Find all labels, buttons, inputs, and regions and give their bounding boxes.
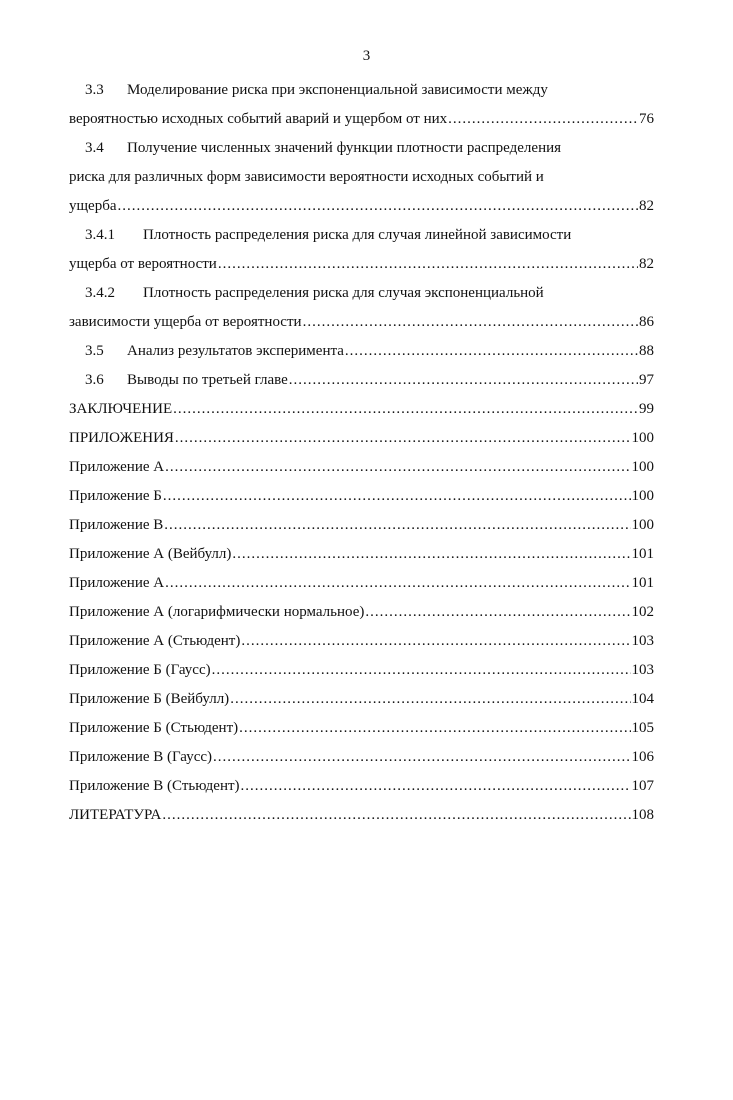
toc-entry-3-4[interactable] bbox=[69, 134, 654, 221]
toc-entry-conclusion[interactable] bbox=[69, 395, 654, 424]
page-ref: 82 bbox=[639, 198, 654, 214]
toc-entry-last-line bbox=[69, 250, 654, 279]
dot-leader bbox=[173, 395, 638, 424]
toc-entry-3-6[interactable] bbox=[69, 366, 654, 395]
page-ref: 103 bbox=[631, 633, 654, 649]
entry-title: Приложение А (Вейбулл) bbox=[69, 546, 232, 562]
entry-title: Приложение Б (Стьюдент) bbox=[69, 720, 239, 736]
toc-entry-middle-line bbox=[69, 163, 654, 192]
page-ref: 106 bbox=[631, 749, 654, 765]
entry-title: Приложение Б (Гаусс) bbox=[69, 662, 211, 678]
section-number: 3.4.1 bbox=[85, 227, 115, 243]
entry-title: Приложение Б (Вейбулл) bbox=[69, 691, 230, 707]
toc-entry-appendix[interactable] bbox=[69, 540, 654, 569]
section-number: 3.4.2 bbox=[85, 285, 115, 301]
section-title-line: вероятностью исходных событий аварий и ущербом от них bbox=[69, 111, 448, 127]
toc-entry-appendix[interactable] bbox=[69, 714, 654, 743]
entry-title: ЛИТЕРАТУРА bbox=[69, 807, 162, 823]
page-ref: 108 bbox=[631, 807, 654, 823]
toc-entry-3-4-2[interactable] bbox=[69, 279, 654, 337]
toc-entry-appendix[interactable] bbox=[69, 569, 654, 598]
entry-title: Приложение В (Стьюдент) bbox=[69, 778, 240, 794]
dot-leader bbox=[164, 511, 630, 540]
toc-entry-first-line bbox=[69, 221, 654, 250]
toc-entry-first-line bbox=[69, 134, 654, 163]
entry-title: Приложение Б bbox=[69, 488, 162, 504]
page-ref: 103 bbox=[631, 662, 654, 678]
section-title-line: зависимости ущерба от вероятности bbox=[69, 314, 302, 330]
section-title-line: Плотность распределения риска для случая экспоненциальной bbox=[143, 285, 544, 301]
toc-entry-literature[interactable] bbox=[69, 801, 654, 830]
dot-leader bbox=[165, 569, 630, 598]
section-title-line: Плотность распределения риска для случая линейной зависимости bbox=[143, 227, 572, 243]
toc-entry-appendix[interactable] bbox=[69, 453, 654, 482]
toc-entry-appendix[interactable] bbox=[69, 656, 654, 685]
entry-title: Приложение В (Гаусс) bbox=[69, 749, 213, 765]
page-ref: 104 bbox=[631, 691, 654, 707]
toc-entry-appendix[interactable] bbox=[69, 743, 654, 772]
page-ref: 88 bbox=[639, 343, 654, 359]
page-ref: 100 bbox=[631, 517, 654, 533]
dot-leader bbox=[163, 482, 631, 511]
toc-entry-appendix[interactable] bbox=[69, 511, 654, 540]
section-title: Выводы по третьей главе bbox=[127, 372, 288, 388]
dot-leader bbox=[303, 308, 638, 337]
toc-entry-appendix[interactable] bbox=[69, 685, 654, 714]
page-ref: 101 bbox=[631, 546, 654, 562]
toc-entry-appendices[interactable] bbox=[69, 424, 654, 453]
dot-leader bbox=[448, 105, 638, 134]
toc-entry-first-line bbox=[69, 279, 654, 308]
entry-title: Приложение В bbox=[69, 517, 164, 533]
section-title-line: Получение численных значений функции плотности распределения bbox=[127, 140, 562, 156]
page-ref: 101 bbox=[631, 575, 654, 591]
dot-leader bbox=[345, 337, 638, 366]
dot-leader bbox=[218, 250, 638, 279]
toc-entry-last-line bbox=[69, 308, 654, 337]
toc-entry-3-5[interactable] bbox=[69, 337, 654, 366]
dot-leader bbox=[239, 714, 630, 743]
section-title: Анализ результатов эксперимента bbox=[127, 343, 344, 359]
page-ref: 100 bbox=[631, 488, 654, 504]
toc-entry-last-line bbox=[69, 105, 654, 134]
section-number: 3.6 bbox=[85, 372, 104, 388]
page-ref: 99 bbox=[639, 401, 654, 417]
dot-leader bbox=[241, 627, 630, 656]
section-number: 3.3 bbox=[85, 82, 104, 98]
entry-title: Приложение А bbox=[69, 575, 165, 591]
dot-leader bbox=[365, 598, 630, 627]
dot-leader bbox=[232, 540, 630, 569]
page-ref: 97 bbox=[639, 372, 654, 388]
section-title-line: Моделирование риска при экспоненциальной зависимости между bbox=[127, 82, 548, 98]
toc-entry-appendix[interactable] bbox=[69, 598, 654, 627]
dot-leader bbox=[289, 366, 638, 395]
entry-title: ПРИЛОЖЕНИЯ bbox=[69, 430, 174, 446]
page-ref: 86 bbox=[639, 314, 654, 330]
toc-entry-3-4-1[interactable] bbox=[69, 221, 654, 279]
dot-leader bbox=[213, 743, 630, 772]
toc-entry-appendix[interactable] bbox=[69, 482, 654, 511]
entry-title: Приложение А bbox=[69, 459, 165, 475]
toc-entry-first-line bbox=[69, 76, 654, 105]
section-number: 3.4 bbox=[85, 140, 104, 156]
section-number: 3.5 bbox=[85, 343, 104, 359]
toc-entry-appendix[interactable] bbox=[69, 772, 654, 801]
dot-leader bbox=[165, 453, 630, 482]
entry-title: Приложение А (логарифмически нормальное) bbox=[69, 604, 365, 620]
page-ref: 100 bbox=[631, 430, 654, 446]
dot-leader bbox=[118, 192, 639, 221]
dot-leader bbox=[162, 801, 630, 830]
page-ref: 82 bbox=[639, 256, 654, 272]
dot-leader bbox=[241, 772, 631, 801]
dot-leader bbox=[175, 424, 631, 453]
dot-leader bbox=[212, 656, 631, 685]
entry-title: ЗАКЛЮЧЕНИЕ bbox=[69, 401, 173, 417]
toc-entry-3-3[interactable] bbox=[69, 76, 654, 134]
entry-title: Приложение А (Стьюдент) bbox=[69, 633, 241, 649]
section-title-line: риска для различных форм зависимости вероятности исходных событий и bbox=[69, 169, 544, 185]
page-number: 3 bbox=[362, 48, 371, 64]
toc-entry-last-line bbox=[69, 192, 654, 221]
page-ref: 105 bbox=[631, 720, 654, 736]
page-ref: 102 bbox=[631, 604, 654, 620]
page-ref: 76 bbox=[639, 111, 654, 127]
page-ref: 107 bbox=[631, 778, 654, 794]
section-title-line: ущерба bbox=[69, 198, 117, 214]
toc-entry-appendix[interactable] bbox=[69, 627, 654, 656]
page-ref: 100 bbox=[631, 459, 654, 475]
section-title-line: ущерба от вероятности bbox=[69, 256, 217, 272]
dot-leader bbox=[230, 685, 630, 714]
table-of-contents bbox=[69, 76, 654, 830]
